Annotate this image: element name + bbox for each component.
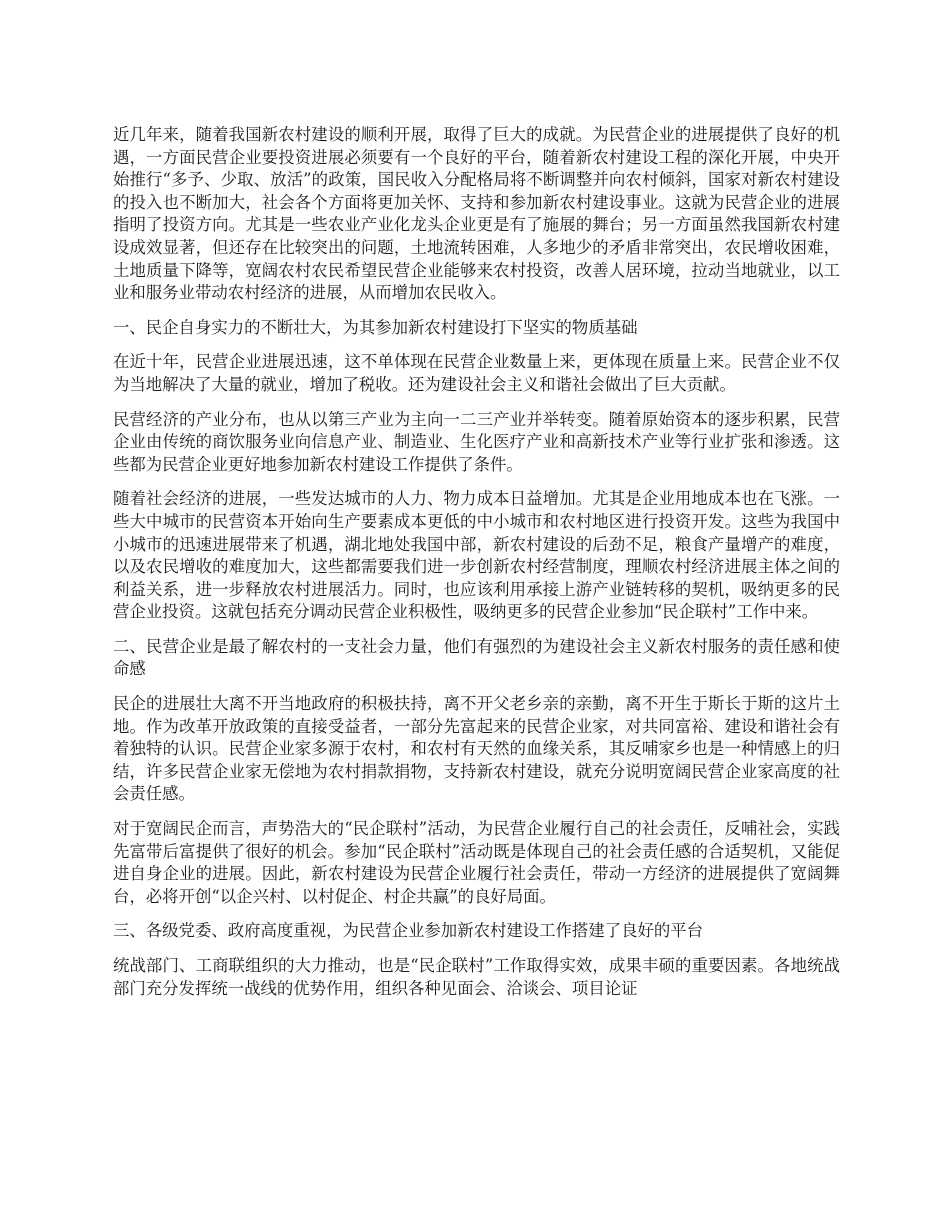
section-heading-1: 一、民企自身实力的不断壮大，为其参加新农村建设打下坚实的物质基础 xyxy=(113,317,638,337)
body-paragraph: 随着社会经济的进展，一些发达城市的人力、物力成本日益增加。尤其是企业用地成本也在飞涨。一些大中城市的民营资本开始向生产要素成本更低的中小城市和农村地区进行投资开发。这些为我国中小城市的迅速进展带来了机遇，湖北地处我国中部，新农村建设的后劲不足，粮食产量增产的难度，以及农民增收的难度加大，这些都需要我们进一步创新农村经营制度，理顺农村经济进展主体之间的利益关系，进一步释放农村进展活力。同时，也应该利用承接上游产业链转移的契机，吸纳更多的民营企业投资。这就包括充分调动民营企业积极性，吸纳更多的民营企业参加“民企联村”工作中来。 xyxy=(113,489,840,622)
body-paragraph: 统战部门、工商联组织的大力推动，也是“民企联村”工作取得实效，成果丰硕的重要因素。各地统战部门充分发挥统一战线的优势作用，组织各种见面会、洽谈会、项目论证 xyxy=(113,956,840,998)
body-paragraph: 在近十年，民营企业进展迅速，这不单体现在民营企业数量上来，更体现在质量上来。民营企业不仅为当地解决了大量的就业，增加了税收。还为建设社会主义和谐社会做出了巨大贡献。 xyxy=(113,352,840,394)
document-body xyxy=(113,124,840,1012)
body-paragraph: 民企的进展壮大离不开当地政府的积极扶持，离不开父老乡亲的亲勤，离不开生于斯长于斯的这片土地。作为改革开放政策的直接受益者，一部分先富起来的民营企业家，对共同富裕、建设和谐社会有着独特的认识。民营企业家多源于农村，和农村有天然的血缘关系，其反哺家乡也是一种情感上的归结，许多民营企业家无偿地为农村捐款捐物，支持新农村建设，就充分说明宽阔民营企业家高度的社会责任感。 xyxy=(113,694,840,804)
intro-paragraph: 近几年来，随着我国新农村建设的顺利开展，取得了巨大的成就。为民营企业的进展提供了良好的机遇，一方面民营企业要投资进展必须要有一个良好的平台，随着新农村建设工程的深化开展，中央开始推行“多予、少取、放活”的政策，国民收入分配格局将不断调整并向农村倾斜，国家对新农村建设的投入也不断加大，社会各个方面将更加关怀、支持和参加新农村建设事业。这就为民营企业的进展指明了投资方向。尤其是一些农业产业化龙头企业更是有了施展的舞台；另一方面虽然我国新农村建设成效显著，但还存在比较突出的问题，土地流转困难，人多地少的矛盾非常突出，农民增收困难，土地质量下降等，宽阔农村农民希望民营企业能够来农村投资，改善人居环境，拉动当地就业，以工业和服务业带动农村经济的进展，从而增加农民收入。 xyxy=(113,125,840,303)
section-heading-2: 二、民营企业是最了解农村的一支社会力量，他们有强烈的为建设社会主义新农村服务的责任感和使命感 xyxy=(113,636,840,679)
body-paragraph: 对于宽阔民企而言，声势浩大的“民企联村”活动，为民营企业履行自己的社会责任，反哺社会，实践先富带后富提供了很好的机会。参加“民企联村”活动既是体现自己的社会责任感的合适契机，又能促进自身企业的进展。因此，新农村建设为民营企业履行社会责任，带动一方经济的进展提供了宽阔舞台，必将开创“以企兴村、以村促企、村企共赢”的良好局面。 xyxy=(113,819,840,906)
body-paragraph: 民营经济的产业分布，也从以第三产业为主向一二三产业并举转变。随着原始资本的逐步积累，民营企业由传统的商饮服务业向信息产业、制造业、生化医疗产业和高新技术产业等行业扩张和渗透。这些都为民营企业更好地参加新农村建设工作提供了条件。 xyxy=(113,409,840,474)
section-heading-3: 三、各级党委、政府高度重视，为民营企业参加新农村建设工作搭建了良好的平台 xyxy=(113,921,704,941)
